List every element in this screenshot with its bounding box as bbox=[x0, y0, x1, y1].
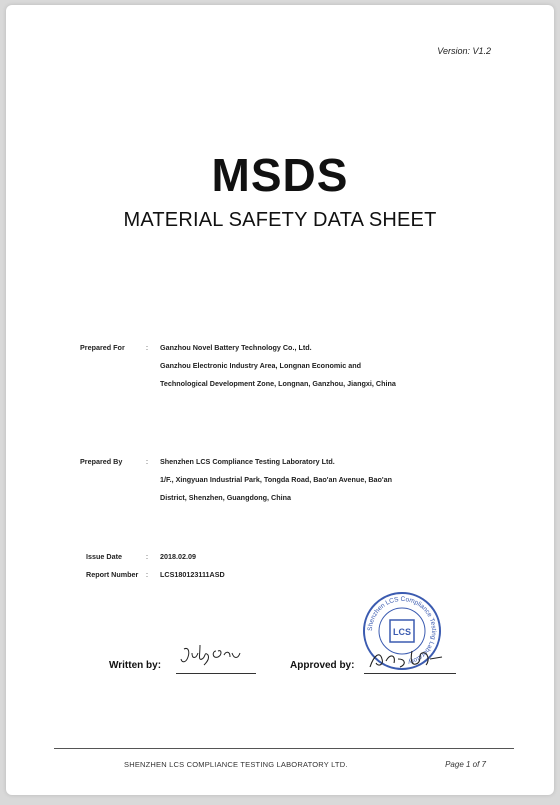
version-label: Version: V1.2 bbox=[437, 46, 491, 56]
written-by-signature bbox=[178, 641, 248, 671]
prepared-by-label: Prepared By bbox=[80, 457, 123, 466]
prepared-for-label: Prepared For bbox=[80, 343, 125, 352]
stamp-logo: LCS bbox=[393, 627, 411, 637]
stamp-text: Shenzhen LCS Compliance Testing Laboratory bbox=[366, 595, 438, 666]
footer-divider bbox=[54, 748, 514, 749]
approved-by-label: Approved by: bbox=[290, 660, 355, 671]
page-number: Page 1 of 7 bbox=[445, 760, 486, 769]
issue-date-colon: : bbox=[146, 552, 148, 561]
document-page bbox=[6, 5, 554, 795]
prepared-for-colon: : bbox=[146, 343, 148, 352]
report-number-value: LCS180123111ASD bbox=[160, 570, 225, 579]
report-number-colon: : bbox=[146, 570, 148, 579]
prepared-for-line-3: Technological Development Zone, Longnan, Ganzhou, Jiangxi, China bbox=[160, 379, 396, 388]
prepared-for-section bbox=[80, 339, 490, 393]
prepared-by-section bbox=[80, 453, 490, 507]
prepared-for-line-1: Ganzhou Novel Battery Technology Co., Ltd. bbox=[160, 343, 312, 352]
document-title: MSDS bbox=[211, 149, 349, 201]
footer-company: SHENZHEN LCS COMPLIANCE TESTING LABORATORY LTD. bbox=[124, 760, 348, 769]
prepared-for-line-2: Ganzhou Electronic Industry Area, Longnan Economic and bbox=[160, 361, 362, 370]
prepared-by-line-3: District, Shenzhen, Guangdong, China bbox=[160, 493, 291, 502]
prepared-by-colon: : bbox=[146, 457, 148, 466]
report-number-label: Report Number bbox=[86, 570, 139, 579]
written-by-line bbox=[176, 673, 256, 674]
issue-date-value: 2018.02.09 bbox=[160, 552, 196, 561]
report-info-section bbox=[86, 548, 490, 584]
approved-by-signature bbox=[366, 645, 446, 675]
prepared-by-line-1: Shenzhen LCS Compliance Testing Laboratory Ltd. bbox=[160, 457, 335, 466]
prepared-by-line-2: 1/F., Xingyuan Industrial Park, Tongda Road, Bao'an Avenue, Bao'an bbox=[160, 475, 392, 484]
issue-date-label: Issue Date bbox=[86, 552, 122, 561]
written-by-label: Written by: bbox=[109, 660, 162, 671]
document-subtitle: MATERIAL SAFETY DATA SHEET bbox=[123, 209, 437, 231]
